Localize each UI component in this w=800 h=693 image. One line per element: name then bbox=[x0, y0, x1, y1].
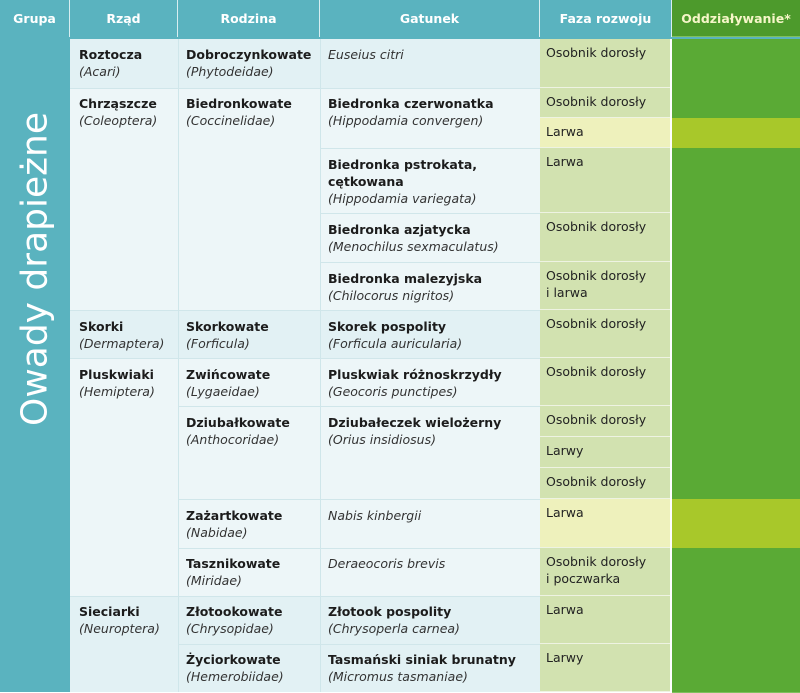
row-line bbox=[70, 358, 540, 359]
family-cell bbox=[186, 555, 280, 589]
family-name: Tasznikowate bbox=[186, 556, 281, 571]
effect-cell bbox=[672, 644, 800, 693]
phase-text: Osobnik dorosły bbox=[546, 268, 647, 283]
phase-cell bbox=[540, 548, 670, 596]
species-cell bbox=[328, 318, 462, 352]
effect-cell bbox=[672, 88, 800, 119]
order-cell bbox=[79, 46, 142, 80]
row-line bbox=[178, 406, 540, 407]
species-name-line2: cętkowana bbox=[328, 174, 404, 189]
phase-text-line2: i larwa bbox=[546, 285, 588, 300]
species-cell bbox=[328, 651, 516, 685]
species-cell bbox=[328, 221, 499, 255]
row-line bbox=[178, 548, 540, 549]
phase-text: Larwa bbox=[546, 505, 584, 520]
family-name: Złotookowate bbox=[186, 604, 283, 619]
species-name: Biedronka czerwonatka bbox=[328, 96, 494, 111]
phase-cell bbox=[540, 596, 670, 644]
family-cell bbox=[186, 46, 311, 80]
phase-cell bbox=[540, 358, 670, 406]
species-cell bbox=[328, 366, 502, 400]
header-order: Rząd bbox=[70, 0, 178, 37]
order-name: Skorki bbox=[79, 319, 124, 334]
phase-cell bbox=[540, 88, 670, 118]
family-name: Skorkowate bbox=[186, 319, 269, 334]
species-latin: (Geocoris punctipes) bbox=[328, 384, 458, 399]
species-name: Biedronka azjatycka bbox=[328, 222, 471, 237]
order-latin: (Acari) bbox=[79, 64, 121, 79]
order-name: Sieciarki bbox=[79, 604, 140, 619]
phase-text: Larwy bbox=[546, 443, 584, 458]
order-cell bbox=[79, 366, 155, 400]
row-line bbox=[320, 213, 540, 214]
family-latin: (Anthocoridae) bbox=[186, 432, 280, 447]
species-cell bbox=[328, 46, 404, 63]
phase-text: Osobnik dorosły bbox=[546, 94, 647, 109]
species-latin: (Micromus tasmaniae) bbox=[328, 669, 468, 684]
family-name: Zwińcowate bbox=[186, 367, 271, 382]
phase-cell bbox=[540, 262, 670, 310]
species-cell bbox=[328, 414, 501, 448]
family-latin: (Forficula) bbox=[186, 336, 250, 351]
phase-text: Osobnik dorosły bbox=[546, 316, 647, 331]
header-group: Grupa bbox=[0, 0, 70, 37]
phase-text: Osobnik dorosły bbox=[546, 554, 647, 569]
family-latin: (Lygaeidae) bbox=[186, 384, 260, 399]
family-cell bbox=[186, 318, 269, 352]
family-name: Życiorkowate bbox=[186, 652, 281, 667]
species-name: Pluskwiak różnoskrzydły bbox=[328, 367, 502, 382]
header-phase: Faza rozwoju bbox=[540, 0, 672, 37]
phase-text: Osobnik dorosły bbox=[546, 45, 647, 60]
family-cell bbox=[186, 507, 282, 541]
species-latin: (Orius insidiosus) bbox=[328, 432, 436, 447]
family-name: Dziubałkowate bbox=[186, 415, 290, 430]
effect-cell bbox=[672, 499, 800, 549]
row-line bbox=[178, 644, 540, 645]
phase-cell bbox=[540, 499, 670, 548]
effect-cell bbox=[672, 548, 800, 597]
effect-cell bbox=[672, 406, 800, 438]
species-name: Skorek pospolity bbox=[328, 319, 447, 334]
phase-cell bbox=[540, 468, 670, 499]
phase-cell bbox=[540, 39, 670, 88]
order-cell bbox=[79, 603, 160, 637]
family-latin: (Nabidae) bbox=[186, 525, 248, 540]
effect-cell bbox=[672, 148, 800, 214]
species-latin: (Chilocorus nigritos) bbox=[328, 288, 455, 303]
family-name: Dobroczynkowate bbox=[186, 47, 312, 62]
column-line bbox=[320, 39, 321, 692]
species-cell bbox=[328, 156, 477, 207]
species-cell bbox=[328, 507, 421, 524]
phase-text-line2: i poczwarka bbox=[546, 571, 621, 586]
phase-cell bbox=[540, 644, 670, 692]
family-latin: (Hemerobiidae) bbox=[186, 669, 284, 684]
header-species: Gatunek bbox=[320, 0, 540, 37]
species-name: Biedronka malezyjska bbox=[328, 271, 483, 286]
species-cell bbox=[328, 603, 460, 637]
phase-cell bbox=[540, 310, 670, 358]
species-latin: Deraeocoris brevis bbox=[328, 556, 446, 571]
effect-cell bbox=[672, 468, 800, 500]
order-latin: (Hemiptera) bbox=[79, 384, 155, 399]
effect-cell bbox=[672, 437, 800, 469]
effect-cell bbox=[672, 213, 800, 263]
family-cell bbox=[186, 95, 292, 129]
order-cell bbox=[79, 318, 164, 352]
row-line bbox=[70, 88, 540, 89]
species-latin: (Hippodamia convergen) bbox=[328, 113, 484, 128]
species-latin: Nabis kinbergii bbox=[328, 508, 422, 523]
family-latin: (Miridae) bbox=[186, 573, 242, 588]
order-cell bbox=[79, 95, 157, 129]
row-line bbox=[320, 148, 540, 149]
family-cell bbox=[186, 366, 270, 400]
phase-cell bbox=[540, 118, 670, 148]
group-column bbox=[0, 39, 70, 692]
species-name: Tasmański siniak brunatny bbox=[328, 652, 516, 667]
header-effect: Oddziaływanie* bbox=[672, 0, 800, 37]
species-name: Biedronka pstrokata, bbox=[328, 157, 478, 172]
phase-cell bbox=[540, 148, 670, 213]
family-latin: (Chrysopidae) bbox=[186, 621, 274, 636]
phase-text: Osobnik dorosły bbox=[546, 474, 647, 489]
species-latin: (Hippodamia variegata) bbox=[328, 191, 477, 206]
family-cell bbox=[186, 603, 282, 637]
order-name: Pluskwiaki bbox=[79, 367, 154, 382]
species-latin: (Forficula auricularia) bbox=[328, 336, 463, 351]
phase-cell bbox=[540, 213, 670, 262]
family-cell bbox=[186, 651, 284, 685]
row-line bbox=[320, 262, 540, 263]
phase-text: Osobnik dorosły bbox=[546, 219, 647, 234]
family-name: Zażartkowate bbox=[186, 508, 283, 523]
order-latin: (Neuroptera) bbox=[79, 621, 160, 636]
species-cell bbox=[328, 270, 482, 304]
effect-cell bbox=[672, 310, 800, 359]
effect-cell bbox=[672, 596, 800, 645]
phase-text: Larwy bbox=[546, 650, 584, 665]
phase-cell bbox=[540, 437, 670, 468]
species-latin: (Chrysoperla carnea) bbox=[328, 621, 460, 636]
header-family: Rodzina bbox=[178, 0, 320, 37]
column-line bbox=[178, 39, 179, 692]
effect-cell bbox=[672, 358, 800, 407]
species-name: Dziubałeczek wielożerny bbox=[328, 415, 502, 430]
row-line bbox=[70, 596, 540, 597]
effect-cell bbox=[672, 39, 800, 89]
species-latin: (Menochilus sexmaculatus) bbox=[328, 239, 499, 254]
species-latin: Euseius citri bbox=[328, 47, 404, 62]
species-cell bbox=[328, 95, 494, 129]
phase-text: Osobnik dorosły bbox=[546, 364, 647, 379]
order-latin: (Coleoptera) bbox=[79, 113, 158, 128]
family-latin: (Phytodeidae) bbox=[186, 64, 274, 79]
family-name: Biedronkowate bbox=[186, 96, 292, 111]
phase-text: Larwa bbox=[546, 154, 584, 169]
order-latin: (Dermaptera) bbox=[79, 336, 165, 351]
order-name: Chrząszcze bbox=[79, 96, 157, 111]
phase-text: Osobnik dorosły bbox=[546, 412, 647, 427]
family-latin: (Coccinelidae) bbox=[186, 113, 276, 128]
species-cell bbox=[328, 555, 445, 572]
effect-cell bbox=[672, 262, 800, 311]
effect-cell bbox=[672, 118, 800, 149]
order-name: Roztocza bbox=[79, 47, 143, 62]
species-name: Złotook pospolity bbox=[328, 604, 452, 619]
row-line bbox=[178, 499, 540, 500]
row-line bbox=[70, 310, 540, 311]
phase-text: Larwa bbox=[546, 602, 584, 617]
phase-text: Larwa bbox=[546, 124, 584, 139]
phase-cell bbox=[540, 406, 670, 437]
group-label: Owady drapieżne bbox=[14, 111, 56, 427]
family-cell bbox=[186, 414, 290, 448]
